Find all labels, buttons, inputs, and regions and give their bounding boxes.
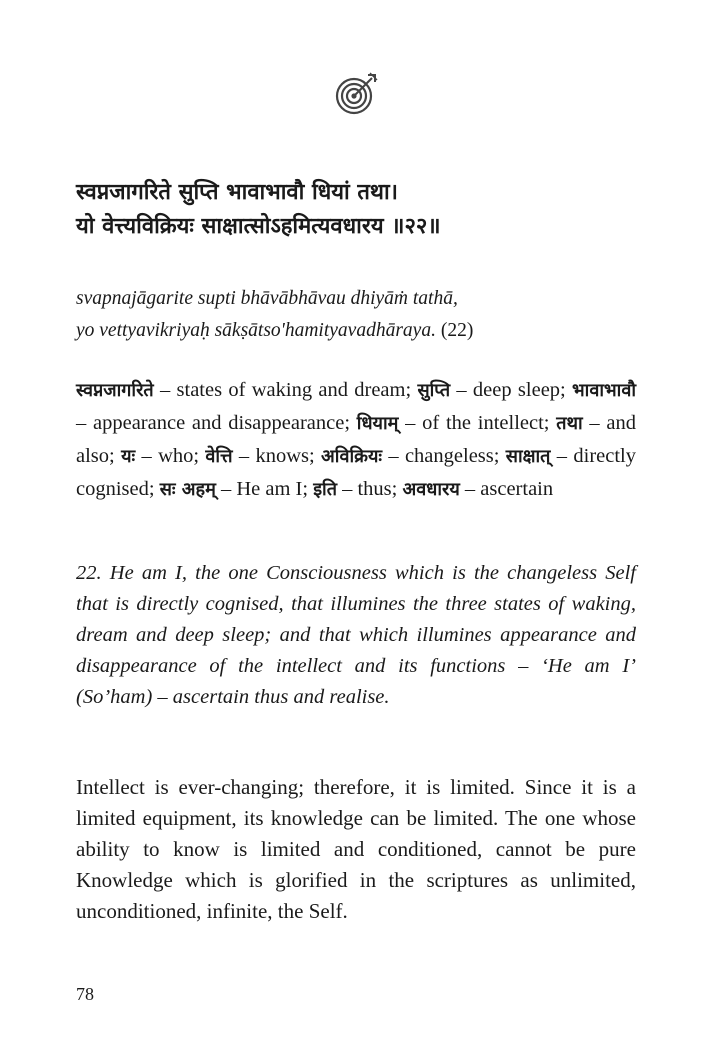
word-meaning-gloss: – He am I; — [215, 478, 314, 500]
word-meaning-term: वेत्ति — [205, 446, 233, 467]
translit-line-2: yo vettyavikriyaḥ sākṣātso'hamityavadhāraya. (22) — [76, 320, 474, 341]
target-with-arrow-icon — [332, 70, 380, 118]
word-meaning-gloss: – of the intellect; — [398, 412, 557, 434]
verse-commentary: 22. He am I, the one Consciousness which is the changeless Self that is directly cognised, that illumines the three states of waking, dream and deep sleep; and that which illumines appearance and disappearance of the intellect and its functions – ‘He am I’ (So’ham) – ascertain thus and realise. — [76, 562, 636, 708]
word-meaning-gloss: – who; — [135, 445, 206, 467]
word-meaning-gloss: – ascertain — [459, 478, 554, 500]
word-meaning-gloss: – changeless; — [382, 445, 506, 467]
word-meaning-gloss: – appearance and disappearance; — [76, 412, 357, 434]
word-meaning-gloss: – deep sleep; — [450, 379, 573, 401]
verse-number: (22) — [435, 320, 474, 341]
translit-line-1: svapnajāgarite supti bhāvābhāvau dhiyāṁ tathā, — [76, 288, 458, 309]
page-number: 78 — [76, 984, 94, 1004]
word-meaning-term: स्वप्नजागरिते — [76, 380, 154, 401]
word-meaning-term: भावाभावौ — [572, 380, 637, 401]
sanskrit-verse — [76, 176, 636, 244]
sanskrit-line-2: यो वेत्त्यविक्रियः साक्षात्सोऽहमित्यवधारय ॥२२॥ — [76, 214, 441, 239]
word-meaning-gloss: – directly cognised; — [76, 445, 636, 500]
word-meaning-term: सः अहम् — [159, 479, 216, 500]
word-meanings — [76, 374, 636, 506]
word-meaning-gloss: – knows; — [232, 445, 322, 467]
word-meaning-term: धियाम् — [356, 413, 399, 434]
word-meaning-term: इति — [313, 479, 337, 500]
word-meaning-term: अविक्रियः — [321, 446, 383, 467]
book-page — [76, 0, 636, 1050]
word-meaning-term: यः — [121, 446, 136, 467]
word-meaning-term: अवधारय — [402, 479, 460, 500]
word-meaning-gloss: – thus; — [336, 478, 403, 500]
word-meaning-term: साक्षात् — [505, 446, 551, 467]
transliteration — [76, 283, 636, 347]
word-meaning-gloss: – states of waking and dream; — [153, 379, 418, 401]
word-meaning-term: सुप्ति — [417, 380, 451, 401]
word-meaning-term: तथा — [556, 413, 583, 434]
explanation-paragraph: Intellect is ever-changing; therefore, it is limited. Since it is a limited equipment, its knowledge can be limited. The one whose ability to know is limited and conditioned, cannot be pure Knowledge which is glorified in the scriptures as unlimited, unconditioned, infinite, the Self. — [76, 775, 636, 923]
sanskrit-line-1: स्वप्नजागरिते सुप्ति भावाभावौ धियां तथा। — [76, 180, 398, 205]
word-meaning-gloss: – and also; — [76, 412, 637, 467]
